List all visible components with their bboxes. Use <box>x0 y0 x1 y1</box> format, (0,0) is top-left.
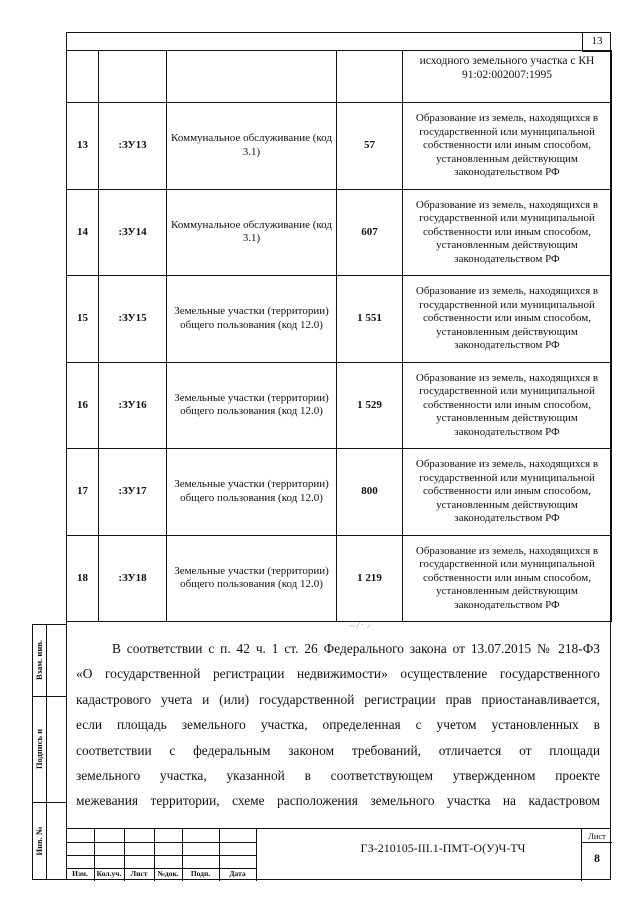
table-row <box>67 535 612 622</box>
note-cell: Образование из земель, находящихся в государственной или муниципальной собственности или иным способом, установленным действующим законодательством РФ <box>403 189 612 276</box>
area-cell: 1 219 <box>337 535 403 622</box>
plot-code-cell: :ЗУ16 <box>99 362 167 449</box>
handwritten-mark: ~ ⁄ · ⸝ <box>349 618 372 632</box>
sheet-label: Лист <box>582 830 612 843</box>
paragraph-line: межевания территории, схеме расположения земельного участка на кадастровом <box>76 793 600 809</box>
area-cell: 57 <box>337 103 403 190</box>
body-paragraph <box>76 636 600 814</box>
area-cell: 800 <box>337 449 403 536</box>
replaced-inv-label: Взам. инв. <box>34 640 44 680</box>
rev-col-koluch: Кол.уч. <box>96 869 122 878</box>
row-number-cell: 14 <box>67 189 99 276</box>
table-row <box>67 276 612 363</box>
note-cell: Образование из земель, находящихся в государственной или муниципальной собственности или иным способом, установленным действующим законодательством РФ <box>403 276 612 363</box>
note-cell: Образование из земель, находящихся в государственной или муниципальной собственности или иным способом, установленным действующим законодательством РФ <box>403 362 612 449</box>
plot-code-cell: :ЗУ13 <box>99 103 167 190</box>
row-number-cell: 18 <box>67 535 99 622</box>
row-number-cell: 15 <box>67 276 99 363</box>
table-row <box>67 449 612 536</box>
land-use-cell: Земельные участки (территории) общего пользования (код 12.0) <box>167 276 337 363</box>
land-plots-table <box>66 50 612 622</box>
row-number-cell: 17 <box>67 449 99 536</box>
paragraph-line: В соответствии с п. 42 ч. 1 ст. 26 Федерального закона от 13.07.2015 № 218-ФЗ <box>112 641 600 656</box>
table-row <box>67 189 612 276</box>
row-number-cell: 13 <box>67 103 99 190</box>
paragraph-line: земельного участка, указанной в соответствующем утвержденном проекте <box>76 768 600 784</box>
area-cell: 1 529 <box>337 362 403 449</box>
note-cell: Образование из земель, находящихся в государственной или муниципальной собственности или иным способом, установленным действующим законодательством РФ <box>403 103 612 190</box>
document-code: ГЗ-210105-III.1-ПМТ-О(У)Ч-ТЧ <box>360 841 526 855</box>
note-cell: Образование из земель, находящихся в государственной или муниципальной собственности или иным способом, установленным действующим законодательством РФ <box>403 449 612 536</box>
rev-col-izm: Изм. <box>72 869 88 878</box>
table-row <box>67 362 612 449</box>
land-use-cell: Земельные участки (территории) общего пользования (код 12.0) <box>167 535 337 622</box>
land-use-cell: Земельные участки (территории) общего пользования (код 12.0) <box>167 362 337 449</box>
land-use-cell: Коммунальное обслуживание (код 3.1) <box>167 103 337 190</box>
table-row <box>67 103 612 190</box>
plot-code-cell: :ЗУ15 <box>99 276 167 363</box>
plot-code-cell: :ЗУ17 <box>99 449 167 536</box>
rev-col-ndok: №док. <box>157 869 179 878</box>
plot-code-cell: :ЗУ18 <box>99 535 167 622</box>
row-number-cell: 16 <box>67 362 99 449</box>
note-cell: исходного земельного участка с КН 91:02:002007:1995 <box>403 51 612 103</box>
table-row-continued <box>67 51 612 103</box>
land-use-cell: Коммунальное обслуживание (код 3.1) <box>167 189 337 276</box>
paragraph-line: «О государственной регистрации недвижимости» осуществление государственного <box>76 666 600 682</box>
title-block <box>66 828 611 880</box>
area-cell: 1 551 <box>337 276 403 363</box>
sheet-box <box>581 829 611 881</box>
rev-col-list: Лист <box>130 869 148 878</box>
inv-no-label: Инв. № <box>34 826 44 856</box>
signature-date-label: Подпись и <box>34 728 44 770</box>
paragraph-line: кадастрового учета и (или) государственной регистрации прав приостанавливается, <box>76 691 600 707</box>
sheet-number: 8 <box>594 851 600 865</box>
rev-col-data: Дата <box>229 869 246 878</box>
side-stamp <box>32 624 66 880</box>
paragraph-line: соответствии с федеральным законом требований, отличается от площади <box>76 742 600 758</box>
plot-code-cell: :ЗУ14 <box>99 189 167 276</box>
page-number: 13 <box>582 32 611 52</box>
land-use-cell: Земельные участки (территории) общего пользования (код 12.0) <box>167 449 337 536</box>
area-cell: 607 <box>337 189 403 276</box>
paragraph-line: если площадь земельного участка, определенная с учетом установленных в <box>76 717 600 733</box>
note-cell: Образование из земель, находящихся в государственной или муниципальной собственности или иным способом, установленным действующим законодательством РФ <box>403 535 612 622</box>
rev-col-podp: Подп. <box>190 869 211 878</box>
